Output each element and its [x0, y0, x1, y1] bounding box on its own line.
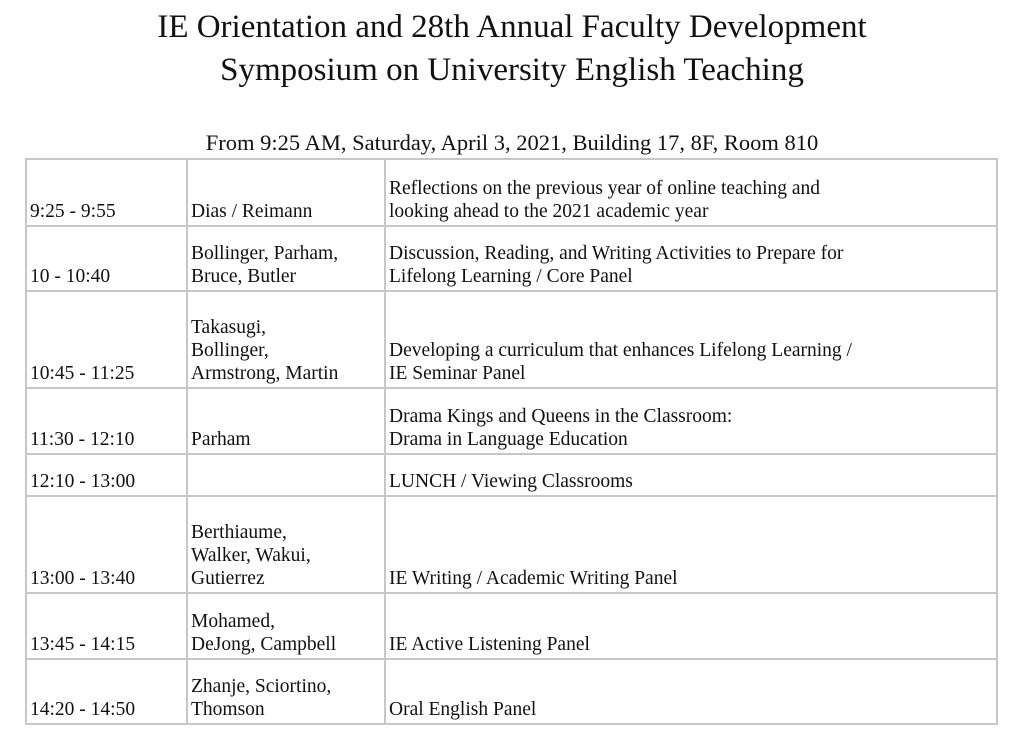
presenters-cell	[187, 159, 385, 226]
table-row	[26, 593, 997, 659]
schedule-table	[25, 158, 998, 725]
time-cell: 14:20 - 14:50	[26, 659, 187, 724]
presenter-line: Armstrong, Martin	[191, 363, 339, 384]
table-row	[26, 226, 997, 291]
time-cell: 10:45 - 11:25	[26, 291, 187, 388]
topic-cell	[385, 593, 997, 659]
presenter-line: Zhanje, Sciortino,	[191, 676, 332, 697]
topic-line: looking ahead to the 2021 academic year	[389, 201, 709, 222]
topic-cell	[385, 496, 997, 593]
table-row	[26, 159, 997, 226]
presenters-cell	[187, 659, 385, 724]
time-cell: 13:00 - 13:40	[26, 496, 187, 593]
topic-line: IE Seminar Panel	[389, 363, 526, 384]
topic-line: IE Active Listening Panel	[389, 634, 590, 655]
presenter-line: Mohamed,	[191, 611, 275, 632]
time-cell: 10 - 10:40	[26, 226, 187, 291]
presenter-line: Bollinger,	[191, 340, 269, 361]
presenter-line: Berthiaume,	[191, 522, 287, 543]
topic-cell	[385, 226, 997, 291]
topic-line: IE Writing / Academic Writing Panel	[389, 568, 678, 589]
title-line-1: IE Orientation and 28th Annual Faculty Development	[157, 9, 867, 45]
topic-line: Drama Kings and Queens in the Classroom:	[389, 406, 733, 427]
presenter-line: Parham	[191, 429, 251, 450]
presenters-cell	[187, 226, 385, 291]
topic-line: Lifelong Learning / Core Panel	[389, 266, 633, 287]
presenter-line: Dias / Reimann	[191, 201, 313, 222]
title-line-2: Symposium on University English Teaching	[220, 52, 804, 88]
table-row	[26, 291, 997, 388]
presenters-cell	[187, 291, 385, 388]
presenters-cell	[187, 593, 385, 659]
presenters-cell	[187, 388, 385, 454]
table-row	[26, 659, 997, 724]
table-row	[26, 496, 997, 593]
time-cell: 11:30 - 12:10	[26, 388, 187, 454]
presenters-cell	[187, 454, 385, 496]
presenters-cell	[187, 496, 385, 593]
presenter-line: Bollinger, Parham,	[191, 243, 339, 264]
presenter-line: Bruce, Butler	[191, 266, 297, 287]
table-row	[26, 388, 997, 454]
topic-cell	[385, 291, 997, 388]
presenter-line: Gutierrez	[191, 568, 265, 589]
topic-line: Developing a curriculum that enhances Lifelong Learning /	[389, 340, 852, 361]
event-details: From 9:25 AM, Saturday, April 3, 2021, Building 17, 8F, Room 810	[205, 130, 819, 155]
topic-cell	[385, 388, 997, 454]
topic-line: Drama in Language Education	[389, 429, 628, 450]
presenter-line: DeJong, Campbell	[191, 634, 337, 655]
presenter-line: Walker, Wakui,	[191, 545, 311, 566]
topic-line: Discussion, Reading, and Writing Activities to Prepare for	[389, 243, 844, 264]
topic-cell	[385, 454, 997, 496]
topic-cell	[385, 159, 997, 226]
topic-line: Reflections on the previous year of online teaching and	[389, 178, 821, 199]
topic-line: Oral English Panel	[389, 699, 537, 720]
time-cell: 13:45 - 14:15	[26, 593, 187, 659]
presenter-line: Takasugi,	[191, 317, 266, 338]
topic-line: LUNCH / Viewing Classrooms	[389, 471, 633, 492]
presenter-line: Thomson	[191, 699, 265, 720]
time-cell: 9:25 - 9:55	[26, 159, 187, 226]
document-title	[0, 6, 1024, 92]
table-row	[26, 454, 997, 496]
topic-cell	[385, 659, 997, 724]
time-cell: 12:10 - 13:00	[26, 454, 187, 496]
